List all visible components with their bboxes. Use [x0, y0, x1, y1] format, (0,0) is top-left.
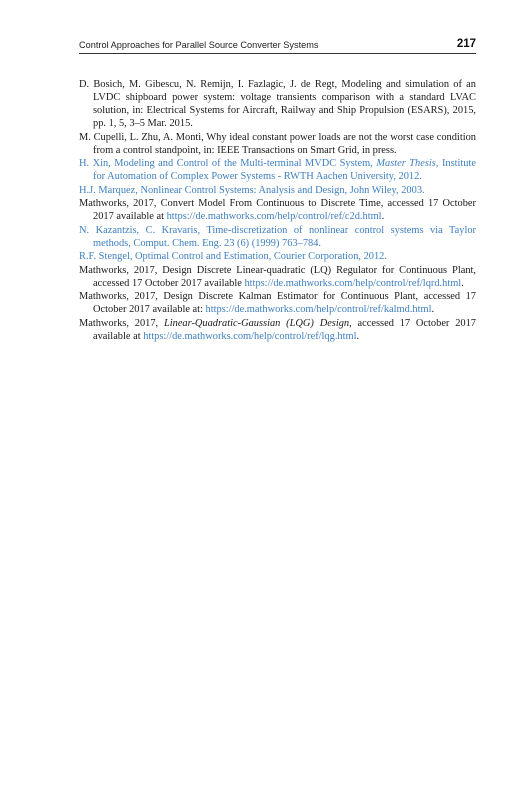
reference-url-link[interactable]: https://de.mathworks.com/help/control/ref/c2d.html [166, 211, 382, 222]
reference-item [79, 197, 476, 223]
reference-text: H. Xin, Modeling and Control of the Multi-terminal MVDC System, [79, 158, 377, 169]
reference-url-link[interactable]: https://de.mathworks.com/help/control/ref/lqg.html [143, 330, 357, 342]
reference-text: , Institute for Automation of Complex Power Systems - RWTH Aachen University, 2012. [93, 158, 476, 182]
reference-url-link[interactable]: https://de.mathworks.com/help/control/ref/kalmd.html [205, 304, 432, 315]
reference-item[interactable]: N. Kazantzis, C. Kravaris, Time-discretization of nonlinear control systems via Taylor methods, Comput. Chem. Eng. 23 (6) (1999) 763–784. [79, 224, 476, 249]
reference-item [79, 290, 476, 316]
reference-item: D. Bosich, M. Gibescu, N. Remijn, I. Fazlagic, J. de Regt, Modeling and simulation of an LVDC shipboard power system: voltage transients comparison with a standard LVAC solution, in: Electrical Systems for Aircraft, Railway and Ship Propulsion (ESARS), 2015, pp. 1, 5, 3–5 Mar. 2015. [79, 79, 476, 129]
reference-text: Mathworks, 2017, Design Discrete Kalman Estimator for Continuous Plant, accessed 17 October 2017 available at: [79, 291, 476, 315]
reference-list [79, 78, 476, 343]
reference-text: . [431, 304, 435, 315]
reference-emphasis: Linear-Quadratic-Gaussian (LQG) Design [163, 317, 350, 329]
header-rule [79, 53, 476, 54]
reference-text: . [381, 211, 385, 222]
reference-text: . [356, 330, 360, 342]
reference-item[interactable]: R.F. Stengel, Optimal Control and Estimation, Courier Corporation, 2012. [79, 251, 387, 262]
reference-item[interactable]: H.J. Marquez, Nonlinear Control Systems: Analysis and Design, John Wiley, 2003. [79, 184, 425, 196]
reference-text: Mathworks, 2017, [79, 317, 164, 329]
page-number: 217 [456, 38, 476, 50]
reference-text: Mathworks, 2017, Design Discrete Linear-quadratic (LQ) Regulator for Continuous Plant, accessed 17 October 2017 available [79, 264, 476, 289]
reference-item: M. Cupelli, L. Zhu, A. Monti, Why ideal constant power loads are not the worst case condition from a control standpoint, in: IEEE Transactions on Smart Grid, in press. [79, 131, 476, 156]
running-header [79, 38, 476, 54]
reference-item [79, 264, 476, 290]
reference-emphasis: Master Thesis [376, 158, 436, 169]
reference-text: , accessed 17 October 2017 available at [93, 317, 476, 342]
reference-text: Mathworks, 2017, Convert Model From Continuous to Discrete Time, accessed 17 October 2017 available at [79, 198, 476, 222]
reference-text: . [461, 277, 464, 289]
reference-item [79, 317, 476, 343]
reference-item[interactable] [79, 157, 476, 183]
reference-url-link[interactable]: https://de.mathworks.com/help/control/ref/lqrd.html [244, 277, 462, 289]
running-title: Control Approaches for Parallel Source Converter Systems [79, 40, 319, 50]
